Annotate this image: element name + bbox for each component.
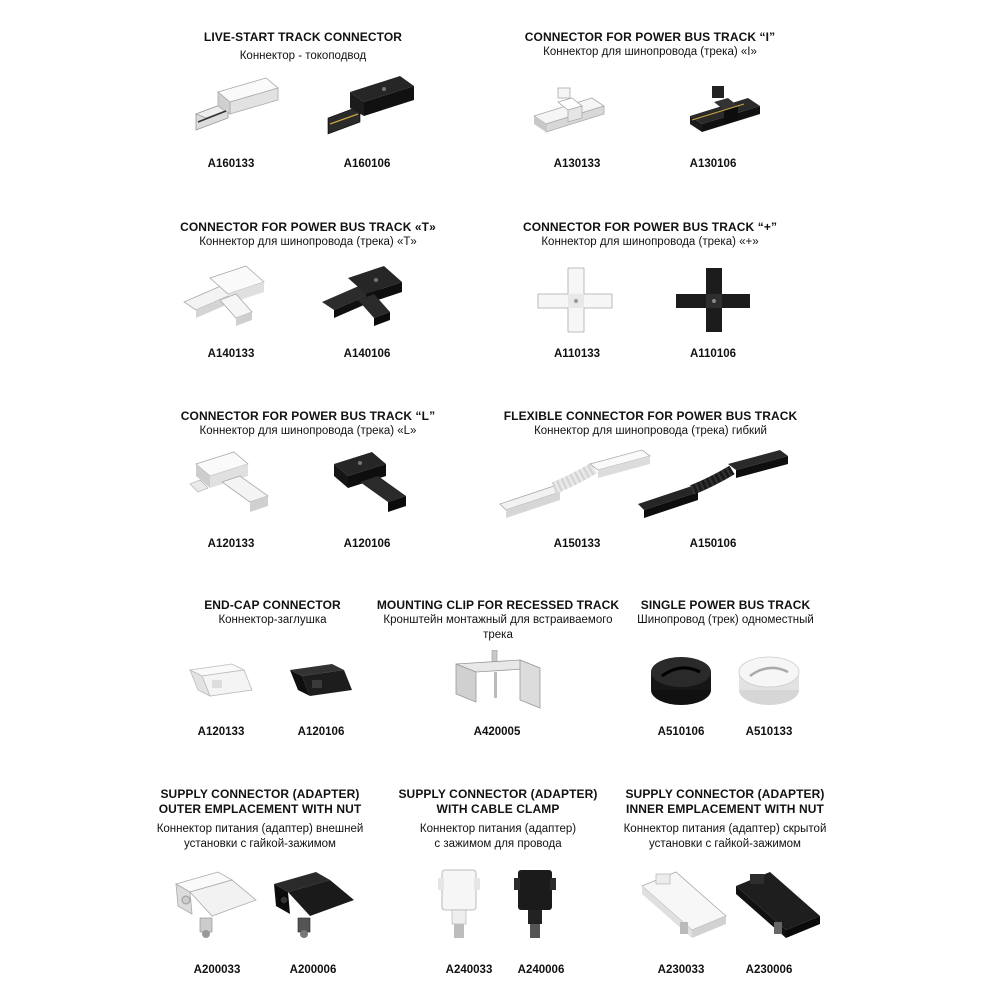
section-supply-cable-clamp <box>386 787 610 852</box>
product-code: A120106 <box>343 538 391 550</box>
product-code: A110106 <box>689 348 737 360</box>
end-cap-white-image <box>186 660 258 702</box>
section-subtitle: Коннектор для шинопровода (трека) «I» <box>543 46 757 58</box>
single-track-white-image <box>736 652 802 710</box>
connector-t-white-image <box>180 262 270 334</box>
section-subtitle: Коннектор для шинопровода (трека) «L» <box>199 425 417 437</box>
product-code: A130106 <box>689 158 737 170</box>
live-start-white-image <box>188 74 283 136</box>
product-code: A200006 <box>289 964 337 976</box>
product-code: A130133 <box>553 158 601 170</box>
section-title: CONNECTOR FOR POWER BUS TRACK «T» <box>180 220 436 234</box>
supply-inner-black-image <box>730 866 824 940</box>
section-supply-outer <box>150 787 370 852</box>
product-code: A120133 <box>207 538 255 550</box>
product-code: A110133 <box>553 348 601 360</box>
section-title: SUPPLY CONNECTOR (ADAPTER) WITH CABLE CLAMP <box>398 787 598 816</box>
section-title: MOUNTING CLIP FOR RECESSED TRACK <box>376 598 620 612</box>
section-live-start <box>153 30 453 64</box>
section-subtitle: Коннектор для шинопровода (трека) гибкий <box>534 425 767 437</box>
product-code: A200033 <box>193 964 241 976</box>
section-title: CONNECTOR FOR POWER BUS TRACK “L” <box>180 409 436 423</box>
connector-t-black-image <box>318 262 408 334</box>
section-subtitle: Коннектор-заглушка <box>218 614 327 626</box>
section-title: SUPPLY CONNECTOR (ADAPTER) OUTER EMPLACEMENT WITH NUT <box>158 787 362 816</box>
section-subtitle: Кронштейн монтажный для встраиваемого трека <box>383 614 613 641</box>
product-code: A150106 <box>689 538 737 550</box>
section-subtitle: Коннектор - токоподвод <box>239 50 367 62</box>
product-code: A160106 <box>343 158 391 170</box>
section-title: SINGLE POWER BUS TRACK <box>640 598 811 612</box>
connector-plus-white-image <box>532 264 618 336</box>
section-mounting-clip <box>368 598 628 643</box>
section-connector-i <box>495 30 805 60</box>
section-title: CONNECTOR FOR POWER BUS TRACK “+” <box>522 220 778 234</box>
product-code: A240033 <box>445 964 493 976</box>
product-code: A120106 <box>297 726 345 738</box>
section-single-power-track <box>628 598 823 628</box>
section-connector-plus <box>495 220 805 250</box>
connector-l-white-image <box>186 448 274 518</box>
section-end-cap <box>185 598 360 628</box>
product-code: A230033 <box>657 964 705 976</box>
supply-outer-white-image <box>172 866 262 942</box>
connector-l-black-image <box>324 448 412 518</box>
product-code: A120133 <box>197 726 245 738</box>
section-subtitle: Коннектор питания (адаптер) внешней установки с гайкой-зажимом <box>156 823 364 850</box>
single-track-black-image <box>648 652 714 710</box>
section-subtitle: Шинопровод (трек) одноместный <box>637 614 814 626</box>
flexible-black-image <box>632 446 792 520</box>
mounting-clip-image <box>450 650 546 714</box>
connector-i-white-image <box>528 84 610 140</box>
product-code: A230006 <box>745 964 793 976</box>
section-subtitle: Коннектор для шинопровода (трека) «+» <box>541 236 759 248</box>
supply-clamp-white-image <box>434 864 484 944</box>
section-flexible-connector <box>488 409 813 439</box>
connector-i-black-image <box>684 84 766 140</box>
section-title: SUPPLY CONNECTOR (ADAPTER) INNER EMPLACEMENT WITH NUT <box>625 787 825 816</box>
section-title: END-CAP CONNECTOR <box>204 598 341 612</box>
section-subtitle: Коннектор для шинопровода (трека) «T» <box>199 236 417 248</box>
product-code: A510106 <box>657 726 705 738</box>
connector-plus-black-image <box>670 264 756 336</box>
section-subtitle: Коннектор питания (адаптер) скрытой установки с гайкой-зажимом <box>623 823 827 850</box>
section-subtitle: Коннектор питания (адаптер) с зажимом для провода <box>419 823 577 850</box>
supply-outer-black-image <box>270 866 360 942</box>
section-title: FLEXIBLE CONNECTOR FOR POWER BUS TRACK <box>503 409 798 423</box>
supply-inner-white-image <box>636 866 730 940</box>
flexible-white-image <box>494 446 654 520</box>
live-start-black-image <box>322 74 417 136</box>
section-connector-t <box>153 220 463 250</box>
section-title: CONNECTOR FOR POWER BUS TRACK “I” <box>524 30 776 44</box>
product-code: A140106 <box>343 348 391 360</box>
product-code: A150133 <box>553 538 601 550</box>
product-code: A140133 <box>207 348 255 360</box>
product-code: A160133 <box>207 158 255 170</box>
end-cap-black-image <box>286 660 358 702</box>
supply-clamp-black-image <box>510 864 560 944</box>
product-code: A240006 <box>517 964 565 976</box>
section-connector-l <box>153 409 463 439</box>
section-title: LIVE-START TRACK CONNECTOR <box>203 30 403 44</box>
product-code: A420005 <box>473 726 521 738</box>
product-code: A510133 <box>745 726 793 738</box>
section-supply-inner <box>612 787 838 852</box>
